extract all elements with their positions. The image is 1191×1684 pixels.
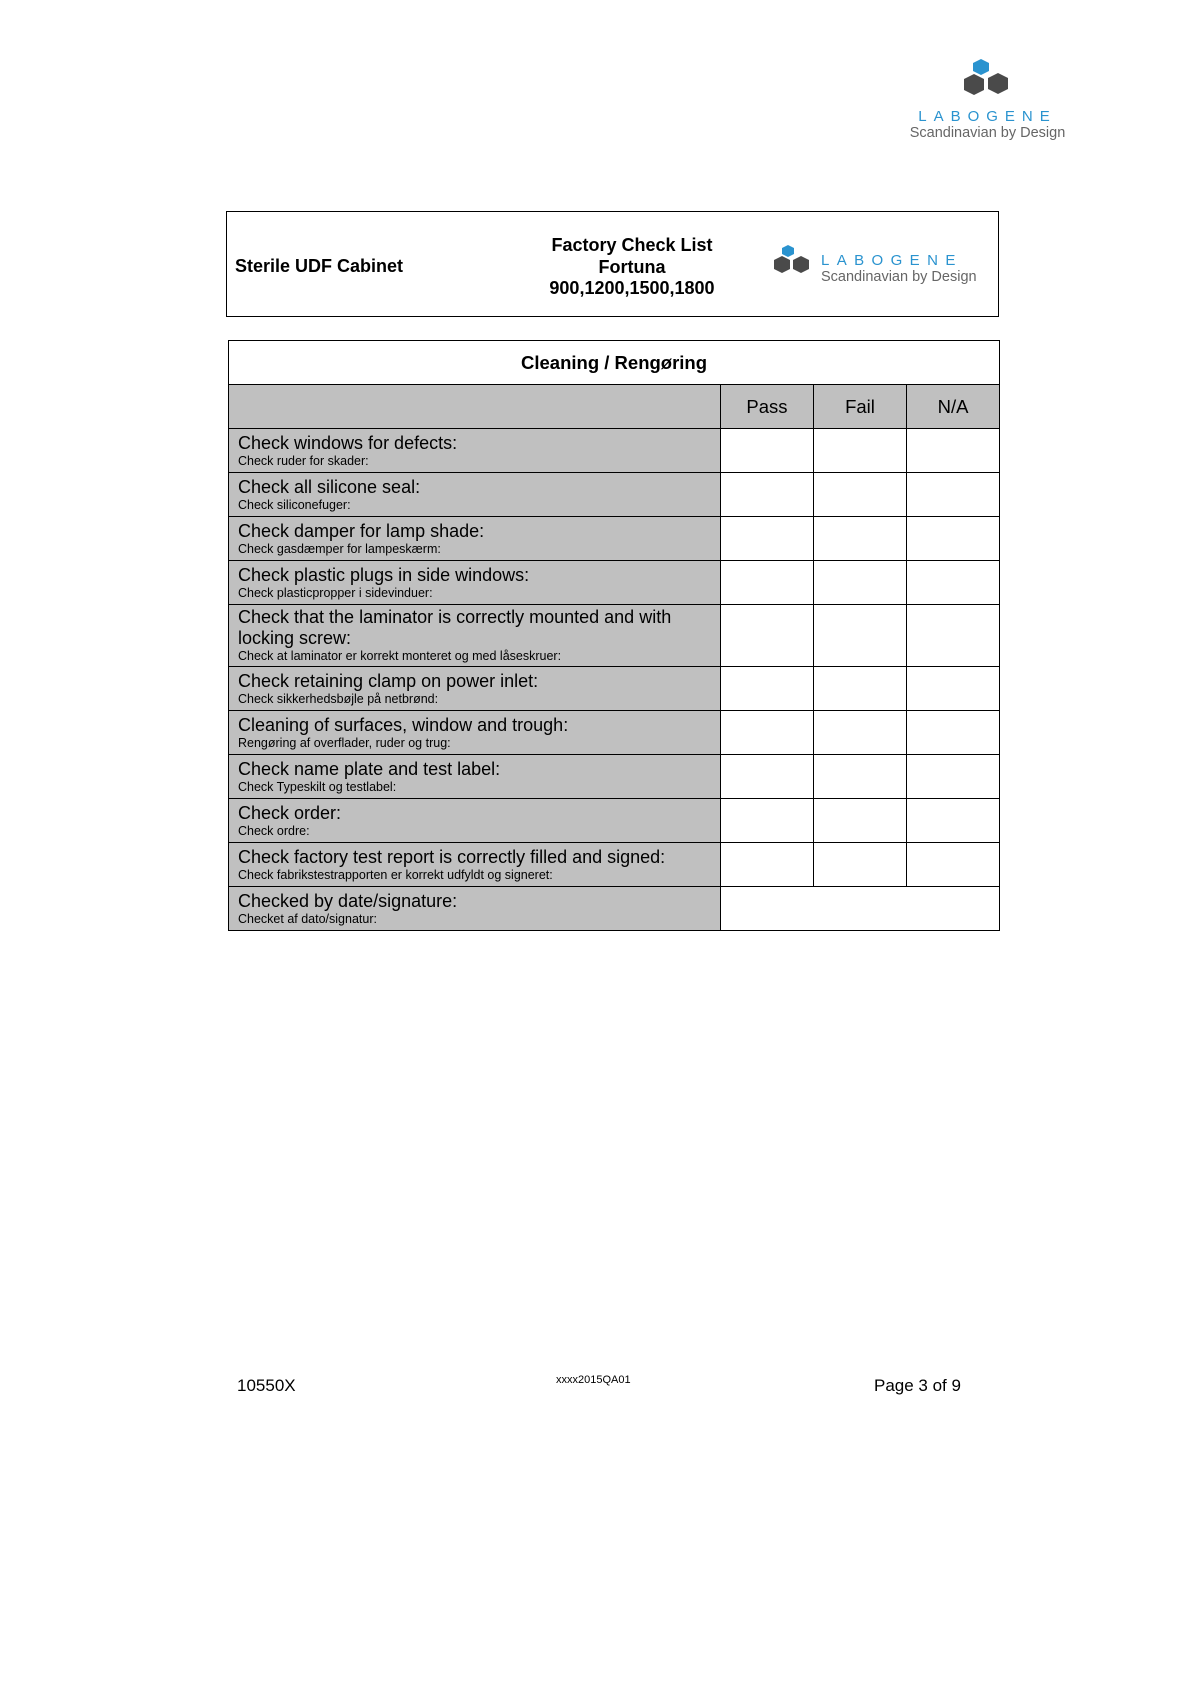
check-item-label (229, 605, 721, 667)
signature-label (229, 887, 721, 931)
checkbox-na[interactable] (907, 517, 1000, 561)
checkbox-na[interactable] (907, 561, 1000, 605)
checkbox-fail[interactable] (814, 473, 907, 517)
checkbox-pass[interactable] (721, 843, 814, 887)
check-item-label (229, 799, 721, 843)
checkbox-fail[interactable] (814, 799, 907, 843)
title-line-1: Factory Check List (551, 235, 713, 255)
logo-wordmark: LABOGENE (821, 252, 963, 269)
checkbox-na[interactable] (907, 755, 1000, 799)
checkbox-pass[interactable] (721, 667, 814, 711)
document-header (226, 211, 999, 317)
checkbox-pass[interactable] (721, 799, 814, 843)
check-item-label (229, 429, 721, 473)
checkbox-na[interactable] (907, 843, 1000, 887)
checkbox-fail[interactable] (814, 711, 907, 755)
checkbox-pass[interactable] (721, 711, 814, 755)
header-empty-cell (229, 385, 721, 429)
checkbox-fail[interactable] (814, 517, 907, 561)
check-item-en: Check plastic plugs in side windows: (238, 564, 530, 585)
checklist-row (229, 755, 1000, 799)
checkbox-pass[interactable] (721, 605, 814, 667)
check-item-en: Check name plate and test label: (238, 758, 501, 779)
check-item-en: Check factory test report is correctly filled and signed: (238, 846, 666, 867)
checkbox-fail[interactable] (814, 755, 907, 799)
check-item-en: Check order: (238, 802, 342, 823)
checkbox-na[interactable] (907, 711, 1000, 755)
title-line-3: 900,1200,1500,1800 (549, 278, 715, 298)
header-logo (771, 242, 991, 292)
checkbox-pass[interactable] (721, 517, 814, 561)
title-line-2: Fortuna (598, 256, 666, 277)
check-item-label (229, 667, 721, 711)
column-header-fail: Fail (814, 385, 907, 429)
logo-hexagons-icon (771, 244, 817, 280)
check-item-da: Check plasticpropper i sidevinduer: (238, 585, 433, 600)
check-item-en: Check retaining clamp on power inlet: (238, 670, 539, 691)
checkbox-na[interactable] (907, 429, 1000, 473)
check-item-en: Check damper for lamp shade: (238, 520, 485, 541)
checkbox-na[interactable] (907, 473, 1000, 517)
document-code: xxxx2015QA01 (556, 1374, 631, 1386)
checkbox-fail[interactable] (814, 667, 907, 711)
checkbox-na[interactable] (907, 667, 1000, 711)
check-item-en: Check that the laminator is correctly mounted and with locking screw: (238, 607, 672, 648)
signature-row (229, 887, 1000, 931)
check-item-label (229, 843, 721, 887)
checklist-row (229, 667, 1000, 711)
checkbox-na[interactable] (907, 799, 1000, 843)
checkbox-pass[interactable] (721, 429, 814, 473)
logo-tagline: Scandinavian by Design (909, 125, 1066, 141)
table-header-row (229, 385, 1000, 429)
check-item-da: Check ruder for skader: (238, 453, 369, 468)
check-item-label (229, 517, 721, 561)
check-item-da: Rengøring af overflader, ruder og trug: (238, 735, 451, 750)
checklist-row (229, 429, 1000, 473)
checkbox-fail[interactable] (814, 429, 907, 473)
checklist-row (229, 473, 1000, 517)
signature-label-da: Checket af dato/signatur: (238, 911, 377, 926)
checkbox-pass[interactable] (721, 561, 814, 605)
checkbox-pass[interactable] (721, 755, 814, 799)
page-number: Page 3 of 9 (874, 1376, 961, 1395)
check-item-label (229, 473, 721, 517)
logo-wordmark: LABOGENE (918, 108, 1057, 125)
check-item-da: Check ordre: (238, 823, 310, 838)
checkbox-fail[interactable] (814, 605, 907, 667)
checklist-row (229, 843, 1000, 887)
check-item-en: Cleaning of surfaces, window and trough: (238, 714, 569, 735)
logo-hexagons-icon (960, 58, 1022, 104)
checklist-row (229, 711, 1000, 755)
table-title: Cleaning / Rengøring (229, 341, 1000, 385)
document-title (512, 235, 752, 300)
product-name: Sterile UDF Cabinet (235, 256, 404, 276)
labogene-logo (900, 55, 1075, 145)
check-item-da: Check at laminator er korrekt monteret og med låseskruer: (238, 649, 562, 663)
checkbox-fail[interactable] (814, 561, 907, 605)
checkbox-pass[interactable] (721, 473, 814, 517)
check-item-en: Check windows for defects: (238, 432, 458, 453)
signature-field[interactable] (721, 887, 1000, 931)
check-item-label (229, 711, 721, 755)
check-item-label (229, 561, 721, 605)
check-item-da: Check Typeskilt og testlabel: (238, 779, 397, 794)
checklist-row (229, 799, 1000, 843)
check-item-da: Check gasdæmper for lampeskærm: (238, 541, 441, 556)
check-item-da: Check fabrikstestrapporten er korrekt udfyldt og signeret: (238, 867, 553, 882)
check-item-label (229, 755, 721, 799)
checklist-row (229, 605, 1000, 667)
signature-label-en: Checked by date/signature: (238, 890, 458, 911)
check-item-da: Check siliconefuger: (238, 497, 351, 512)
document-number: 10550X (237, 1376, 296, 1395)
check-item-en: Check all silicone seal: (238, 476, 421, 497)
checklist-row (229, 517, 1000, 561)
checkbox-fail[interactable] (814, 843, 907, 887)
column-header-na: N/A (907, 385, 1000, 429)
column-header-pass: Pass (721, 385, 814, 429)
cleaning-checklist-table (228, 340, 1000, 931)
checklist-row (229, 561, 1000, 605)
check-item-da: Check sikkerhedsbøjle på netbrønd: (238, 691, 439, 706)
logo-tagline: Scandinavian by Design (821, 269, 977, 285)
checkbox-na[interactable] (907, 605, 1000, 667)
